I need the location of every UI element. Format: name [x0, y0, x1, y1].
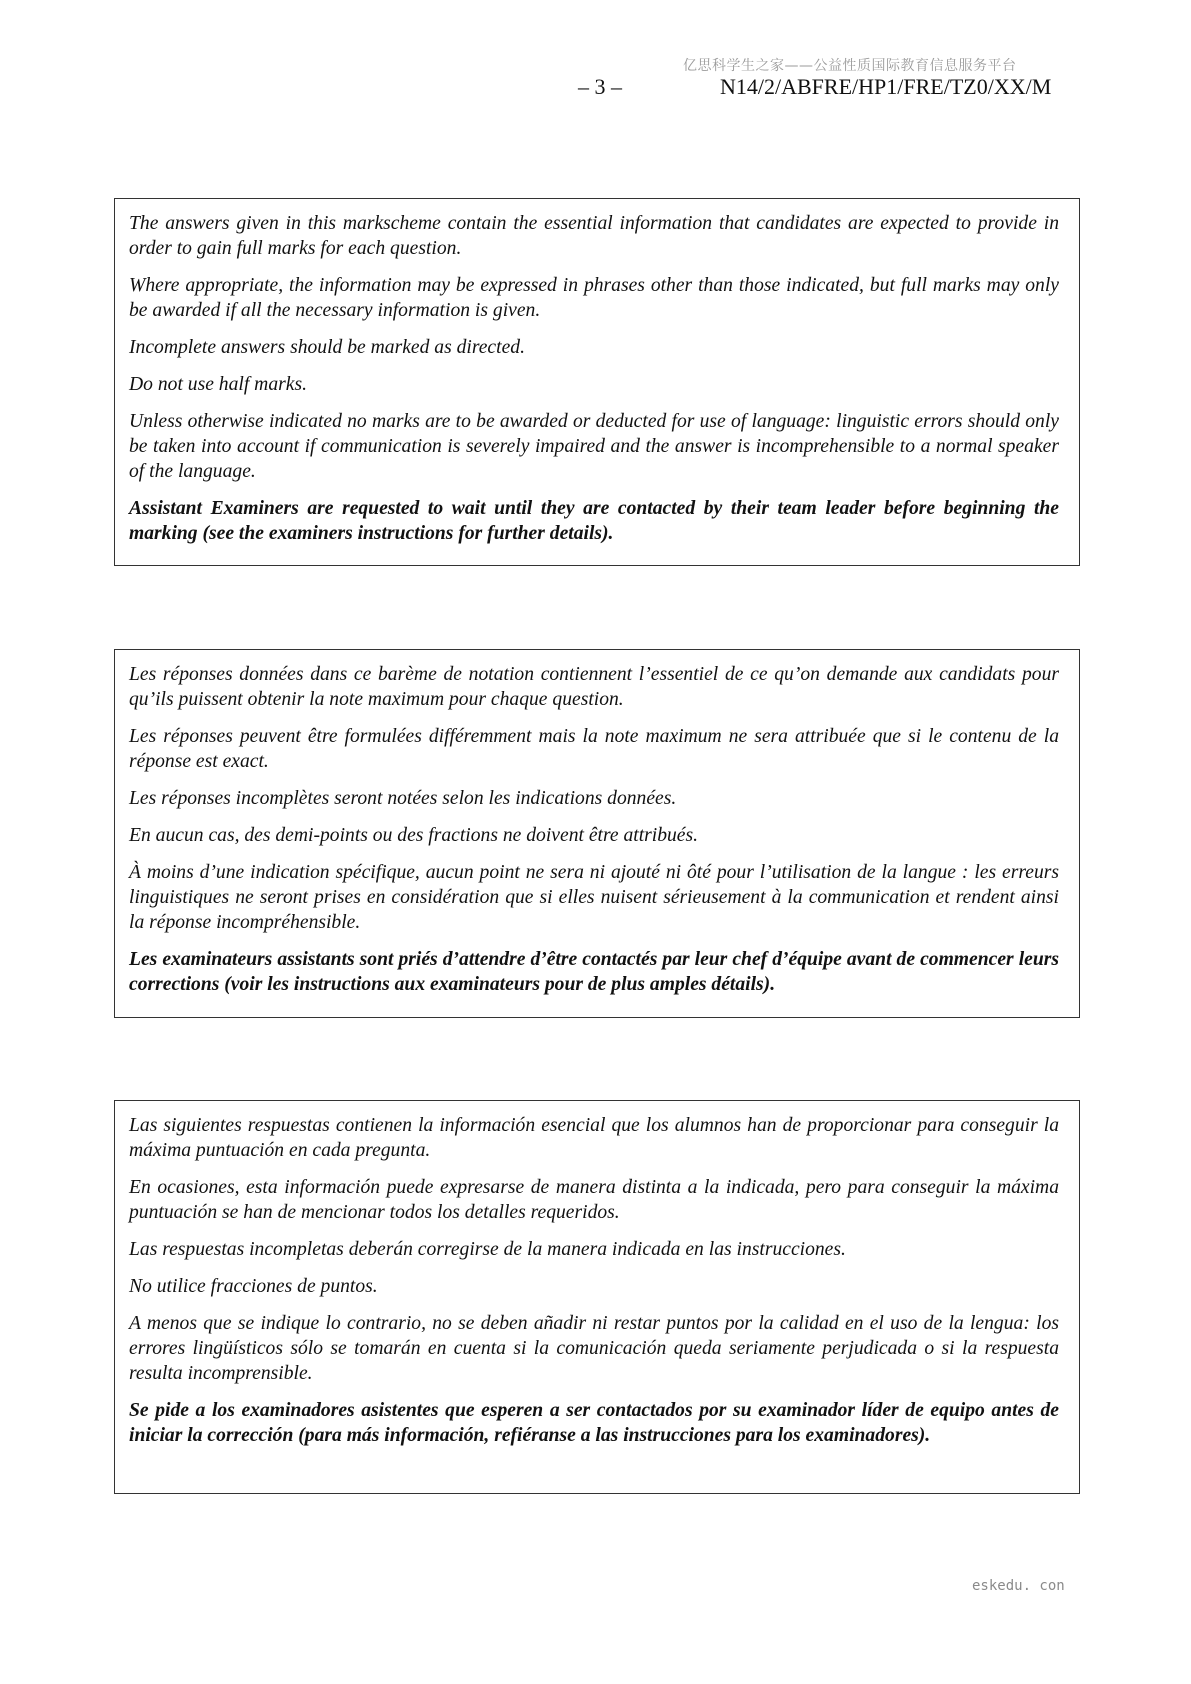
instruction-paragraph: Where appropriate, the information may be expressed in phrases other than those indicated, but full marks may only be awarded if all the necessary information is given.	[129, 275, 1059, 321]
instruction-paragraph: Les réponses peuvent être formulées différemment mais la note maximum ne sera attribuée que si le contenu de la réponse est exact.	[129, 726, 1059, 772]
instruction-paragraph: Do not use half marks.	[129, 374, 307, 395]
instruction-paragraph: No utilice fracciones de puntos.	[129, 1276, 378, 1297]
instruction-paragraph: Les réponses données dans ce barème de notation contiennent l’essentiel de ce qu’on demande aux candidats pour qu’ils puissent obtenir la note maximum pour chaque question.	[129, 664, 1059, 710]
instruction-paragraph: The answers given in this markscheme contain the essential information that candidates are expected to provide in order to gain full marks for each question.	[129, 213, 1059, 259]
french-instructions-box	[114, 649, 1080, 1018]
instruction-paragraph: Las siguientes respuestas contienen la información esencial que los alumnos han de proporcionar para conseguir la máxima puntuación en cada pregunta.	[129, 1115, 1059, 1161]
instruction-paragraph: En ocasiones, esta información puede expresarse de manera distinta a la indicada, pero para conseguir la máxima puntuación se han de mencionar todos los detalles requeridos.	[129, 1177, 1059, 1223]
instruction-paragraph: A menos que se indique lo contrario, no se deben añadir ni restar puntos por la calidad en el uso de la lengua: los errores lingüísticos sólo se tomarán en cuenta si la comunicación queda seriamente perjudicada o si la respuesta resulta incomprensible.	[129, 1313, 1059, 1384]
footer-watermark: eskedu. con	[972, 1578, 1065, 1594]
instruction-paragraph: Incomplete answers should be marked as directed.	[129, 337, 525, 358]
instruction-paragraph: Unless otherwise indicated no marks are to be awarded or deducted for use of language: linguistic errors should only be taken into account if communication is severely impaired and the answer is incomprehensible to a normal speaker of the language.	[129, 411, 1059, 482]
instruction-paragraph: Las respuestas incompletas deberán corregirse de la manera indicada en las instrucciones.	[129, 1239, 846, 1260]
instruction-paragraph-bold: Les examinateurs assistants sont priés d’attendre d’être contactés par leur chef d’équipe avant de commencer leurs corrections (voir les instructions aux examinateurs pour de plus amples détails).	[129, 949, 1059, 995]
document-code: N14/2/ABFRE/HP1/FRE/TZ0/XX/M	[720, 74, 1052, 99]
instruction-paragraph: En aucun cas, des demi-points ou des fractions ne doivent être attribués.	[129, 825, 699, 846]
instruction-paragraph: Les réponses incomplètes seront notées selon les indications données.	[129, 788, 677, 809]
instruction-paragraph: À moins d’une indication spécifique, aucun point ne sera ni ajouté ni ôté pour l’utilisation de la langue : les erreurs linguistiques ne seront prises en considération que si elles nuisent sérieusement à la communication et rendent ainsi la réponse incompréhensible.	[129, 862, 1059, 933]
page-number: – 3 –	[578, 74, 622, 99]
header-watermark: 亿思科学生之家——公益性质国际教育信息服务平台	[683, 58, 1017, 74]
instruction-paragraph-bold: Se pide a los examinadores asistentes que esperen a ser contactados por su examinador líder de equipo antes de iniciar la corrección (para más información, refiéranse a las instrucciones para los examinadores).	[129, 1400, 1059, 1446]
instruction-paragraph-bold: Assistant Examiners are requested to wait until they are contacted by their team leader before beginning the marking (see the examiners instructions for further details).	[129, 498, 1059, 544]
spanish-instructions-box	[114, 1100, 1080, 1494]
english-instructions-box	[114, 198, 1080, 566]
